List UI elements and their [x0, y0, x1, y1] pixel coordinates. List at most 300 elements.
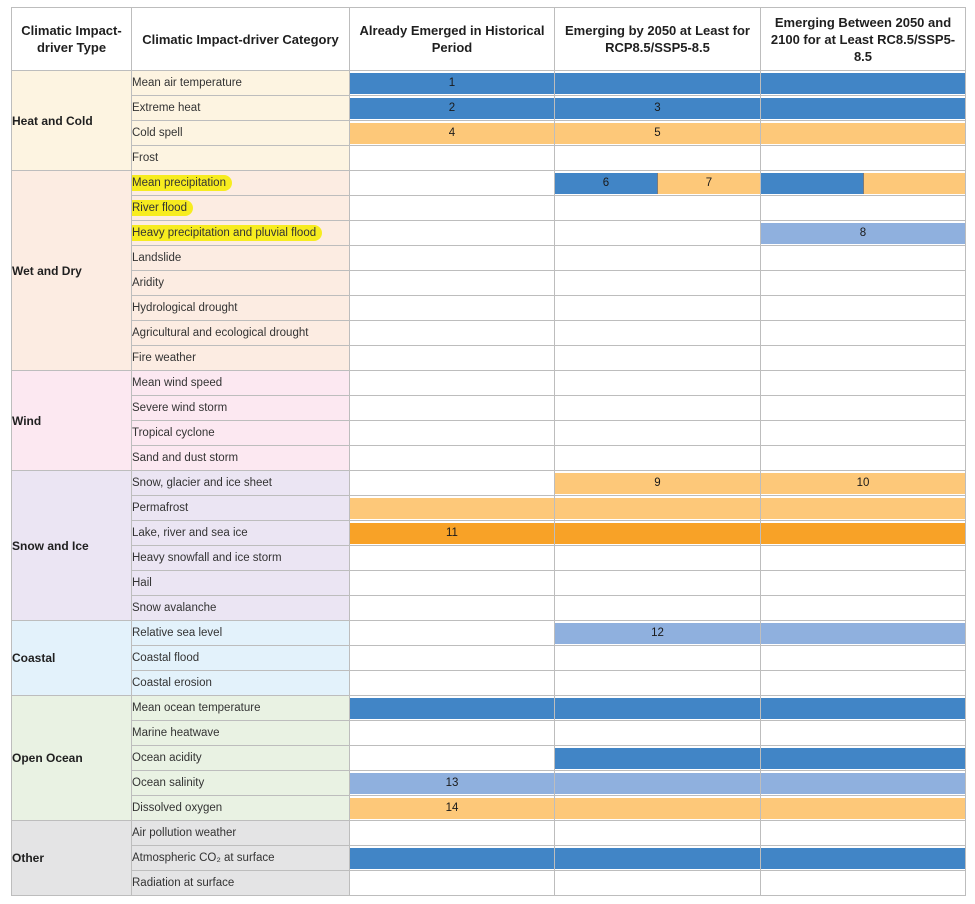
- emergence-bar: [555, 573, 760, 594]
- header-type: Climatic Impact-driver Type: [12, 8, 132, 71]
- emergence-bar: [761, 473, 965, 494]
- emergence-bar: [761, 648, 965, 669]
- emergence-cell: [555, 746, 761, 771]
- emergence-cell: [555, 346, 761, 371]
- emergence-bar: [555, 173, 760, 194]
- emergence-segment: [350, 723, 554, 744]
- driver-category-cell: [132, 621, 350, 646]
- emergence-bar: [350, 748, 554, 769]
- emergence-segment: [761, 448, 965, 469]
- category-label: Landslide: [132, 252, 182, 264]
- table-row: [12, 146, 966, 171]
- emergence-cell: [761, 196, 966, 221]
- emergence-segment: [555, 723, 760, 744]
- emergence-cell: [350, 346, 555, 371]
- driver-type-cell: Coastal: [12, 621, 132, 696]
- emergence-cell: [350, 571, 555, 596]
- category-label: Hail: [132, 577, 152, 589]
- driver-category-cell: [132, 571, 350, 596]
- emergence-segment: [350, 873, 554, 894]
- emergence-bar: [555, 698, 760, 719]
- emergence-cell: [555, 171, 761, 196]
- emergence-bar: [555, 473, 760, 494]
- emergence-cell: [350, 546, 555, 571]
- emergence-cell: [555, 721, 761, 746]
- emergence-cell: [555, 196, 761, 221]
- emergence-cell: [761, 521, 966, 546]
- emergence-bar: [555, 523, 760, 544]
- emergence-cell: [761, 371, 966, 396]
- table-row: [12, 846, 966, 871]
- emergence-segment: [555, 298, 760, 319]
- emergence-segment: [350, 348, 554, 369]
- emergence-segment: [761, 198, 965, 219]
- table-row: [12, 321, 966, 346]
- emergence-cell: [761, 571, 966, 596]
- driver-category-cell: [132, 646, 350, 671]
- category-label: Mean wind speed: [132, 377, 223, 389]
- emergence-segment: [761, 823, 965, 844]
- emergence-bar: [350, 873, 554, 894]
- emergence-bar: [555, 598, 760, 619]
- emergence-bar: [555, 298, 760, 319]
- driver-category-cell: [132, 121, 350, 146]
- emergence-bar: [350, 548, 554, 569]
- emergence-bar: [350, 673, 554, 694]
- emergence-cell: [761, 671, 966, 696]
- emergence-segment: [555, 373, 760, 394]
- emergence-bar: [350, 323, 554, 344]
- emergence-cell: [761, 96, 966, 121]
- emergence-cell: [761, 146, 966, 171]
- emergence-cell: [555, 146, 761, 171]
- emergence-segment: 14: [350, 798, 554, 819]
- emergence-segment: [863, 173, 966, 194]
- emergence-bar: [350, 248, 554, 269]
- emergence-segment: [555, 273, 760, 294]
- emergence-bar: [555, 773, 760, 794]
- emergence-segment: 10: [761, 473, 965, 494]
- emergence-cell: [350, 371, 555, 396]
- table-row: [12, 696, 966, 721]
- emergence-segment: [350, 423, 554, 444]
- emergence-segment: [350, 323, 554, 344]
- emergence-segment: [761, 673, 965, 694]
- emergence-bar: [555, 748, 760, 769]
- emergence-bar: [761, 73, 965, 94]
- emergence-bar: [555, 823, 760, 844]
- emergence-bar: [555, 323, 760, 344]
- emergence-segment: [761, 323, 965, 344]
- table-row: [12, 346, 966, 371]
- emergence-cell: [555, 271, 761, 296]
- emergence-cell: [350, 171, 555, 196]
- emergence-segment: 2: [350, 98, 554, 119]
- driver-category-cell: [132, 721, 350, 746]
- emergence-segment: [350, 848, 554, 869]
- emergence-bar: [761, 698, 965, 719]
- table-row: [12, 721, 966, 746]
- emergence-bar: [761, 173, 965, 194]
- emergence-cell: [555, 771, 761, 796]
- emergence-segment: [555, 248, 760, 269]
- highlighted-category-label: Mean precipitation: [132, 175, 232, 191]
- emergence-cell: [555, 221, 761, 246]
- emergence-segment: [555, 423, 760, 444]
- emergence-cell: [350, 496, 555, 521]
- emergence-cell: [761, 396, 966, 421]
- emergence-cell: [761, 346, 966, 371]
- emergence-segment: [761, 623, 965, 644]
- emergence-segment: [350, 248, 554, 269]
- emergence-bar: [761, 498, 965, 519]
- emergence-segment: [350, 823, 554, 844]
- emergence-segment: [555, 323, 760, 344]
- header-already-emerged: Already Emerged in Historical Period: [350, 8, 555, 71]
- emergence-bar: [761, 423, 965, 444]
- emergence-bar: [350, 648, 554, 669]
- category-label: Marine heatwave: [132, 727, 220, 739]
- table-row: [12, 296, 966, 321]
- table-row: [12, 621, 966, 646]
- emergence-cell: [761, 296, 966, 321]
- emergence-segment: [555, 398, 760, 419]
- table-row: [12, 446, 966, 471]
- emergence-cell: [350, 596, 555, 621]
- driver-category-cell: [132, 271, 350, 296]
- table-row: [12, 421, 966, 446]
- category-label: Snow, glacier and ice sheet: [132, 477, 273, 489]
- emergence-segment: [555, 648, 760, 669]
- emergence-segment: 9: [555, 473, 760, 494]
- emergence-cell: [350, 671, 555, 696]
- emergence-bar: [555, 123, 760, 144]
- driver-category-cell: [132, 671, 350, 696]
- emergence-segment: [555, 573, 760, 594]
- emergence-cell: [761, 421, 966, 446]
- category-label: Lake, river and sea ice: [132, 527, 248, 539]
- emergence-bar: [350, 348, 554, 369]
- emergence-bar: [761, 523, 965, 544]
- emergence-segment: [350, 148, 554, 169]
- table-row: [12, 396, 966, 421]
- highlighted-category-label: River flood: [132, 200, 193, 216]
- emergence-segment: [350, 398, 554, 419]
- emergence-bar: [350, 423, 554, 444]
- driver-category-cell: [132, 471, 350, 496]
- table-row: [12, 746, 966, 771]
- emergence-segment: [350, 598, 554, 619]
- emergence-bar: [350, 473, 554, 494]
- emergence-bar: [350, 98, 554, 119]
- category-label: Radiation at surface: [132, 877, 235, 889]
- emergence-segment: [761, 523, 965, 544]
- emergence-cell: [350, 821, 555, 846]
- table-row: [12, 271, 966, 296]
- emergence-bar: [761, 273, 965, 294]
- emergence-segment: [350, 648, 554, 669]
- category-label: Aridity: [132, 277, 164, 289]
- emergence-cell: [350, 871, 555, 896]
- emergence-bar: [555, 448, 760, 469]
- emergence-bar: [761, 848, 965, 869]
- emergence-segment: [350, 448, 554, 469]
- emergence-segment: [761, 73, 965, 94]
- emergence-cell: [761, 871, 966, 896]
- emergence-bar: [555, 148, 760, 169]
- emergence-bar: [350, 123, 554, 144]
- emergence-segment: 5: [555, 123, 760, 144]
- emergence-segment: [761, 348, 965, 369]
- emergence-cell: [555, 246, 761, 271]
- driver-category-cell: [132, 171, 350, 196]
- emergence-segment: [761, 173, 863, 194]
- table-row: [12, 121, 966, 146]
- emergence-segment: 6: [555, 173, 657, 194]
- emergence-bar: [761, 623, 965, 644]
- header-category: Climatic Impact-driver Category: [132, 8, 350, 71]
- driver-category-cell: [132, 221, 350, 246]
- table-row: [12, 521, 966, 546]
- emergence-segment: [555, 498, 760, 519]
- emergence-bar: [761, 748, 965, 769]
- emergence-cell: [555, 696, 761, 721]
- category-label: Air pollution weather: [132, 827, 237, 839]
- emergence-bar: [350, 148, 554, 169]
- emergence-cell: [350, 796, 555, 821]
- emergence-segment: [761, 248, 965, 269]
- emergence-cell: [350, 321, 555, 346]
- driver-type-cell: Open Ocean: [12, 696, 132, 821]
- emergence-cell: [350, 196, 555, 221]
- emergence-cell: [761, 821, 966, 846]
- emergence-bar: [761, 98, 965, 119]
- emergence-segment: [761, 873, 965, 894]
- emergence-bar: [555, 373, 760, 394]
- category-label: Fire weather: [132, 352, 196, 364]
- emergence-cell: [761, 271, 966, 296]
- emergence-cell: [555, 296, 761, 321]
- emergence-cell: [350, 146, 555, 171]
- emergence-bar: [555, 548, 760, 569]
- driver-type-cell: Wet and Dry: [12, 171, 132, 371]
- driver-category-cell: [132, 321, 350, 346]
- table-body: [12, 71, 966, 896]
- emergence-segment: [555, 598, 760, 619]
- emergence-bar: [555, 623, 760, 644]
- emergence-bar: [555, 198, 760, 219]
- driver-category-cell: [132, 71, 350, 96]
- emergence-bar: [350, 448, 554, 469]
- category-label: Hydrological drought: [132, 302, 238, 314]
- emergence-bar: [761, 773, 965, 794]
- emergence-bar: [761, 873, 965, 894]
- emergence-bar: [761, 373, 965, 394]
- emergence-segment: 7: [657, 173, 760, 194]
- emergence-cell: [350, 471, 555, 496]
- emergence-cell: [761, 496, 966, 521]
- table-row: [12, 196, 966, 221]
- emergence-bar: [555, 273, 760, 294]
- emergence-segment: [761, 698, 965, 719]
- emergence-bar: [761, 148, 965, 169]
- emergence-bar: [761, 573, 965, 594]
- emergence-segment: [555, 73, 760, 94]
- table-row: [12, 596, 966, 621]
- category-label: Relative sea level: [132, 627, 223, 639]
- emergence-segment: [350, 198, 554, 219]
- emergence-cell: [761, 646, 966, 671]
- driver-type-cell: Heat and Cold: [12, 71, 132, 171]
- driver-category-cell: [132, 771, 350, 796]
- emergence-bar: [761, 298, 965, 319]
- table-row: [12, 796, 966, 821]
- table-row: [12, 171, 966, 196]
- category-label: Ocean acidity: [132, 752, 202, 764]
- emergence-segment: [350, 373, 554, 394]
- emergence-cell: [350, 746, 555, 771]
- category-label: Sand and dust storm: [132, 452, 239, 464]
- emergence-segment: [350, 498, 554, 519]
- emergence-cell: [761, 721, 966, 746]
- table-row: [12, 671, 966, 696]
- emergence-segment: [350, 748, 554, 769]
- emergence-segment: [761, 798, 965, 819]
- table-row: [12, 471, 966, 496]
- table-row: [12, 371, 966, 396]
- emergence-segment: [555, 673, 760, 694]
- emergence-bar: [761, 823, 965, 844]
- emergence-segment: [761, 148, 965, 169]
- emergence-bar: [555, 98, 760, 119]
- emergence-segment: [761, 398, 965, 419]
- emergence-segment: [555, 148, 760, 169]
- emergence-bar: [761, 223, 965, 244]
- emergence-bar: [761, 723, 965, 744]
- emergence-bar: [761, 123, 965, 144]
- emergence-cell: [555, 671, 761, 696]
- emergence-segment: [350, 673, 554, 694]
- emergence-segment: [350, 298, 554, 319]
- emergence-bar: [555, 398, 760, 419]
- emergence-cell: [761, 321, 966, 346]
- emergence-bar: [350, 798, 554, 819]
- emergence-cell: [761, 696, 966, 721]
- emergence-segment: [761, 773, 965, 794]
- emergence-segment: [761, 423, 965, 444]
- emergence-bar: [350, 223, 554, 244]
- category-label: Frost: [132, 152, 159, 164]
- emergence-bar: [350, 573, 554, 594]
- table-row: [12, 221, 966, 246]
- category-label: Severe wind storm: [132, 402, 228, 414]
- emergence-cell: [761, 546, 966, 571]
- driver-category-cell: [132, 746, 350, 771]
- emergence-segment: [761, 748, 965, 769]
- driver-category-cell: [132, 871, 350, 896]
- emergence-cell: [350, 846, 555, 871]
- driver-category-cell: [132, 446, 350, 471]
- category-label: Atmospheric CO₂ at surface: [132, 852, 275, 864]
- emergence-bar: [350, 823, 554, 844]
- driver-type-cell: Wind: [12, 371, 132, 471]
- table-row: [12, 546, 966, 571]
- emergence-cell: [350, 721, 555, 746]
- emergence-cell: [350, 421, 555, 446]
- emergence-cell: [761, 771, 966, 796]
- emergence-segment: [555, 823, 760, 844]
- table-row: [12, 771, 966, 796]
- emergence-bar: [555, 648, 760, 669]
- emergence-cell: [555, 321, 761, 346]
- emergence-bar: [350, 73, 554, 94]
- emergence-cell: [555, 71, 761, 96]
- emergence-cell: [555, 846, 761, 871]
- emergence-segment: [555, 448, 760, 469]
- emergence-cell: [555, 396, 761, 421]
- emergence-cell: [555, 621, 761, 646]
- driver-category-cell: [132, 521, 350, 546]
- emergence-bar: [350, 173, 554, 194]
- emergence-cell: [761, 171, 966, 196]
- category-label: Coastal flood: [132, 652, 200, 664]
- driver-category-cell: [132, 846, 350, 871]
- emergence-bar: [555, 423, 760, 444]
- emergence-bar: [555, 248, 760, 269]
- table-row: [12, 821, 966, 846]
- emergence-cell: [761, 246, 966, 271]
- emergence-bar: [350, 598, 554, 619]
- driver-category-cell: [132, 546, 350, 571]
- driver-category-cell: [132, 496, 350, 521]
- table-row: [12, 96, 966, 121]
- driver-category-cell: [132, 596, 350, 621]
- emergence-cell: [350, 521, 555, 546]
- category-label: Coastal erosion: [132, 677, 212, 689]
- table-row: [12, 871, 966, 896]
- emergence-bar: [555, 498, 760, 519]
- driver-type-cell: Other: [12, 821, 132, 896]
- emergence-cell: [350, 771, 555, 796]
- emergence-cell: [350, 621, 555, 646]
- category-label: Agricultural and ecological drought: [132, 327, 309, 339]
- emergence-cell: [761, 121, 966, 146]
- driver-category-cell: [132, 296, 350, 321]
- emergence-segment: [761, 648, 965, 669]
- driver-category-cell: [132, 346, 350, 371]
- emergence-segment: [555, 773, 760, 794]
- emergence-bar: [350, 373, 554, 394]
- emergence-segment: [761, 848, 965, 869]
- driver-category-cell: [132, 421, 350, 446]
- emergence-segment: [350, 623, 554, 644]
- emergence-cell: [350, 296, 555, 321]
- table-row: [12, 646, 966, 671]
- emergence-cell: [350, 121, 555, 146]
- emergence-bar: [350, 273, 554, 294]
- category-label: Permafrost: [132, 502, 189, 514]
- emergence-bar: [761, 248, 965, 269]
- category-label: Heavy snowfall and ice storm: [132, 552, 282, 564]
- emergence-cell: [555, 521, 761, 546]
- emergence-cell: [555, 496, 761, 521]
- category-label: Dissolved oxygen: [132, 802, 223, 814]
- emergence-segment: [350, 273, 554, 294]
- emergence-segment: 3: [555, 98, 760, 119]
- emergence-cell: [555, 121, 761, 146]
- emergence-bar: [350, 773, 554, 794]
- emergence-segment: [350, 473, 554, 494]
